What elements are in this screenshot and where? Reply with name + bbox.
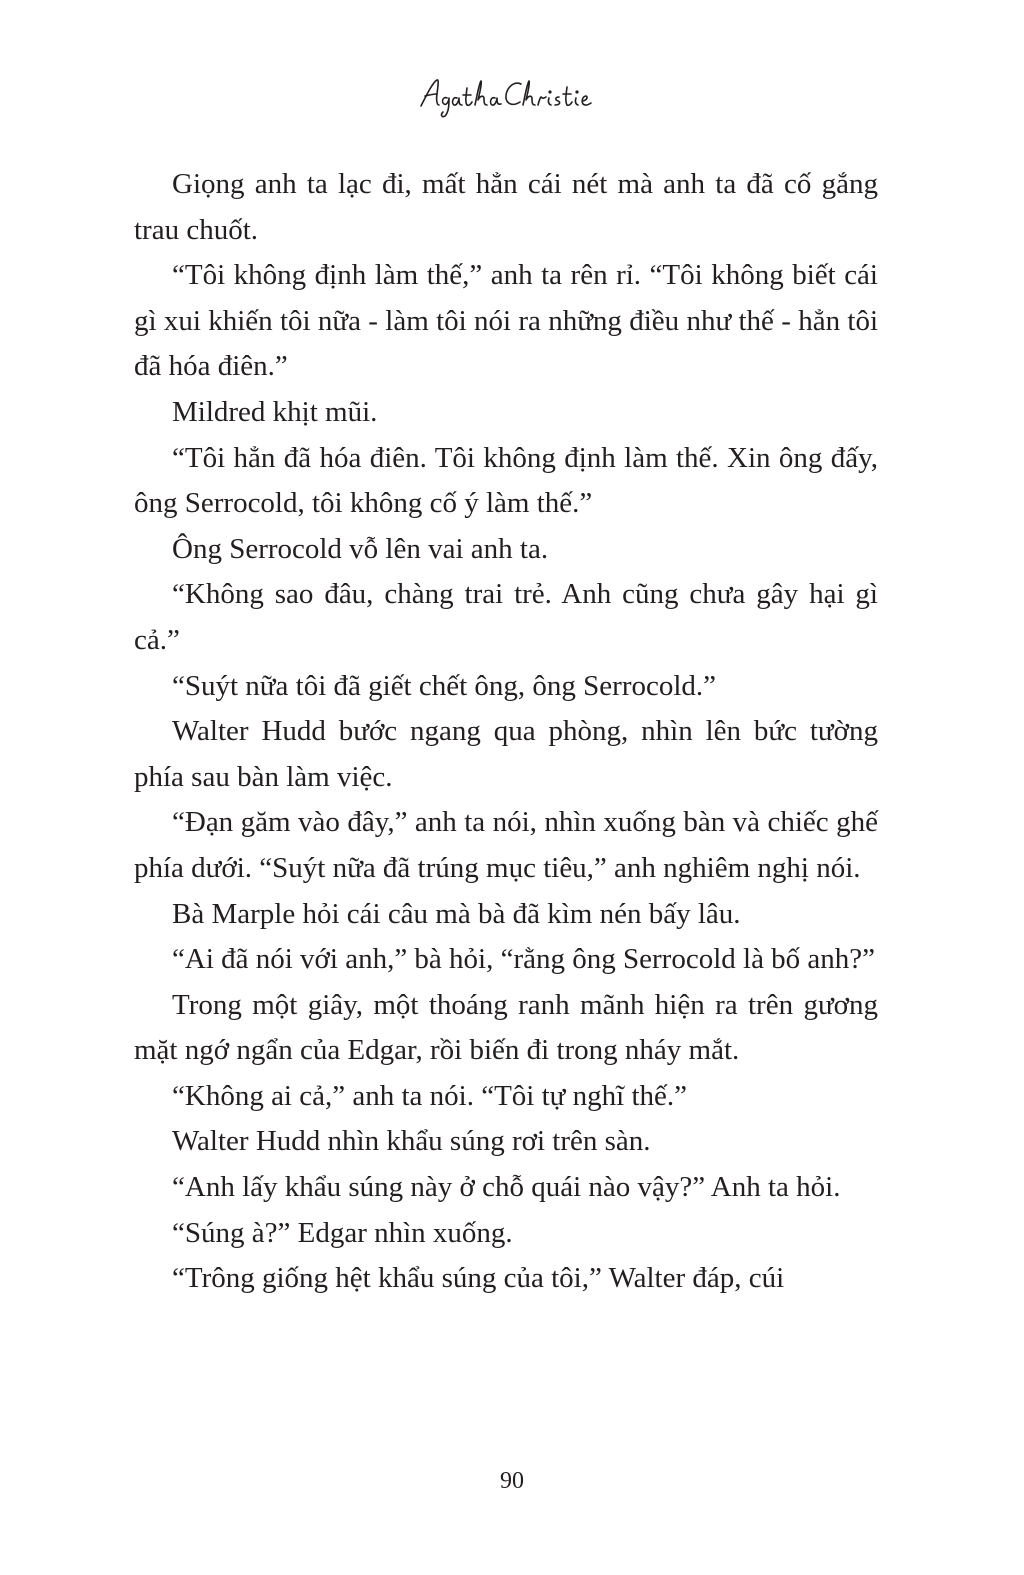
paragraph: Walter Hudd nhìn khẩu súng rơi trên sàn. (172, 1125, 651, 1158)
paragraph: Walter Hudd bước ngang qua phòng, nhìn lên bức tường phía sau bàn làm việc. (134, 715, 878, 793)
paragraph: “Tôi không định làm thế,” anh ta rên rỉ. “Tôi không biết cái gì xui khiến tôi nữa - làm tôi nói ra những điều như thế - hẳn tôi đã hóa điên.” (134, 259, 878, 383)
paragraph: “Suýt nữa tôi đã giết chết ông, ông Serrocold.” (172, 669, 717, 702)
paragraph: “Đạn găm vào đây,” anh ta nói, nhìn xuống bàn và chiếc ghế phía dưới. “Suýt nữa đã trúng mục tiêu,” anh nghiêm nghị nói. (134, 806, 878, 884)
paragraph: “Súng à?” Edgar nhìn xuống. (172, 1216, 513, 1249)
running-header (0, 72, 1024, 120)
page-number: 90 (500, 1468, 524, 1494)
paragraph: “Trông giống hệt khẩu súng của tôi,” Walter đáp, cúi (172, 1262, 785, 1295)
paragraph: Mildred khịt mũi. (172, 395, 378, 428)
paragraph: “Không sao đâu, chàng trai trẻ. Anh cũng chưa gây hại gì cả.” (134, 578, 878, 656)
paragraph: “Tôi hẳn đã hóa điên. Tôi không định làm thế. Xin ông đấy, ông Serrocold, tôi không cố ý làm thế.” (134, 441, 878, 520)
paragraph: “Ai đã nói với anh,” bà hỏi, “rằng ông Serrocold là bố anh?” (172, 943, 876, 976)
paragraph: Trong một giây, một thoáng ranh mãnh hiện ra trên gương mặt ngớ ngẩn của Edgar, rồi biến đi trong nháy mắt. (134, 988, 878, 1067)
agatha-christie-signature-logo (417, 72, 607, 120)
paragraph: “Không ai cả,” anh ta nói. “Tôi tự nghĩ thế.” (172, 1079, 687, 1112)
chapter-body (134, 162, 878, 1302)
paragraph: Ông Serrocold vỗ lên vai anh ta. (172, 532, 549, 565)
paragraph: Bà Marple hỏi cái câu mà bà đã kìm nén bấy lâu. (172, 897, 741, 930)
paragraph: “Anh lấy khẩu súng này ở chỗ quái nào vậy?” Anh ta hỏi. (172, 1171, 841, 1204)
paragraph: Giọng anh ta lạc đi, mất hẳn cái nét mà anh ta đã cố gắng trau chuốt. (134, 168, 878, 246)
